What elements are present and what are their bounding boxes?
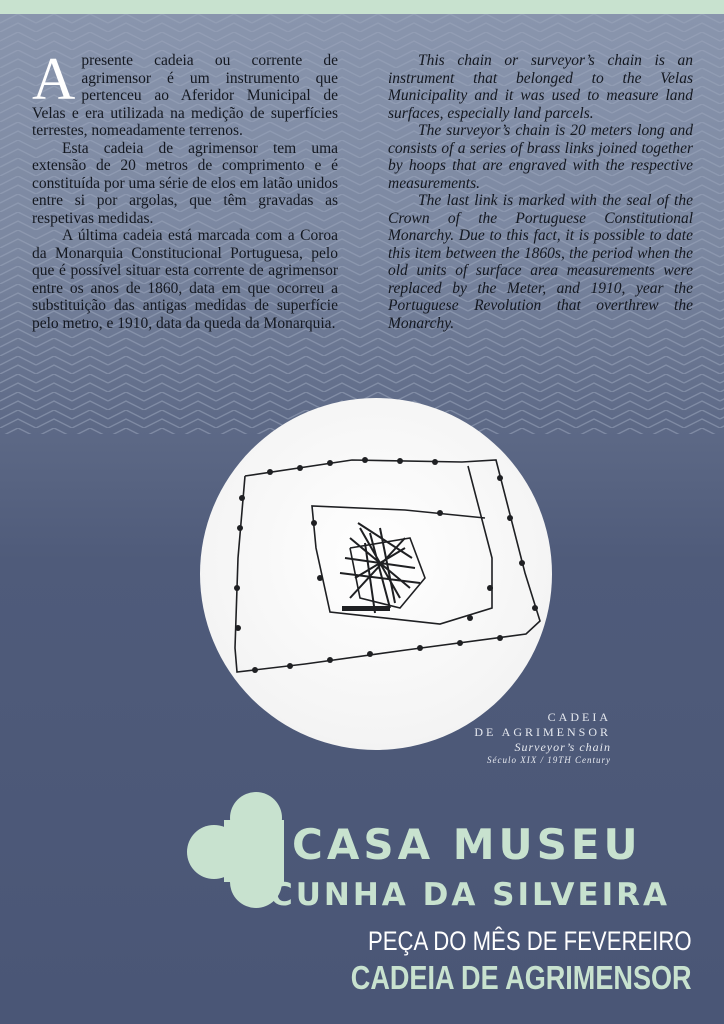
pt-paragraph-3: A última cadeia está marcada com a Coroa da Monarquia Constitucional Portuguesa, pelo que é possível situar esta corrente de agrimensor entre os anos de 1860, data em que ocorreu a substituição das antigas medidas de superfície pelo metro, e 1910, data da queda da Monarquia. [32,227,338,332]
drop-cap: A [32,46,76,112]
object-caption [474,710,611,767]
poster-subtitle: PEÇA DO MÊS DE FEVEREIRO [368,926,692,956]
english-text-column [388,52,693,332]
caption-line-1: CADEIA [547,710,611,724]
en-paragraph-1: This chain or surveyor’s chain is an instrument that belonged to the Velas Municipality and it was used to measure land surfaces, especially land parcels. [388,52,693,122]
brand-name-line-1: CASA MUSEU [292,820,642,869]
pt-paragraph-1 [32,46,338,140]
poster-title: CADEIA DE AGRIMENSOR [351,959,692,996]
surveyors-chain-illustration [200,398,552,750]
brand-name-line-2: CUNHA DA SILVEIRA [270,877,671,913]
en-paragraph-2: The surveyor’s chain is 20 meters long and consists of a series of brass links joined together by hoops that are engraved with the respective measurements. [388,122,693,192]
pt-paragraph-2: Esta cadeia de agrimensor tem uma extensão de 20 metros de comprimento e é constituída por uma série de elos em latão unidos entre si por argolas, que têm gravadas as respetivas medidas. [32,139,338,227]
chain-photo [200,398,552,750]
top-accent-bar [0,0,724,14]
caption-line-2: DE AGRIMENSOR [474,725,611,739]
portuguese-text-column [32,46,338,332]
pt-paragraph-1-text: presente cadeia ou corrente de agrimensor é um instrumento que pertenceu ao Aferidor Municipal de Velas e era utilizada na medição de superfícies terrestes, nomeadamente terrenos. [32,52,338,139]
caption-line-3: Surveyor’s chain [514,740,611,754]
caption-line-4: Século XIX / 19TH Century [487,755,611,765]
en-paragraph-3: The last link is marked with the seal of the Crown of the Portuguese Constitutional Monarchy. Due to this fact, it is possible to date this item between the 1860s, the period when the old units of surface area measurements were replaced by the Meter, and 1910, year the Portuguese Revolution that overthrew the Monarchy. [388,192,693,332]
